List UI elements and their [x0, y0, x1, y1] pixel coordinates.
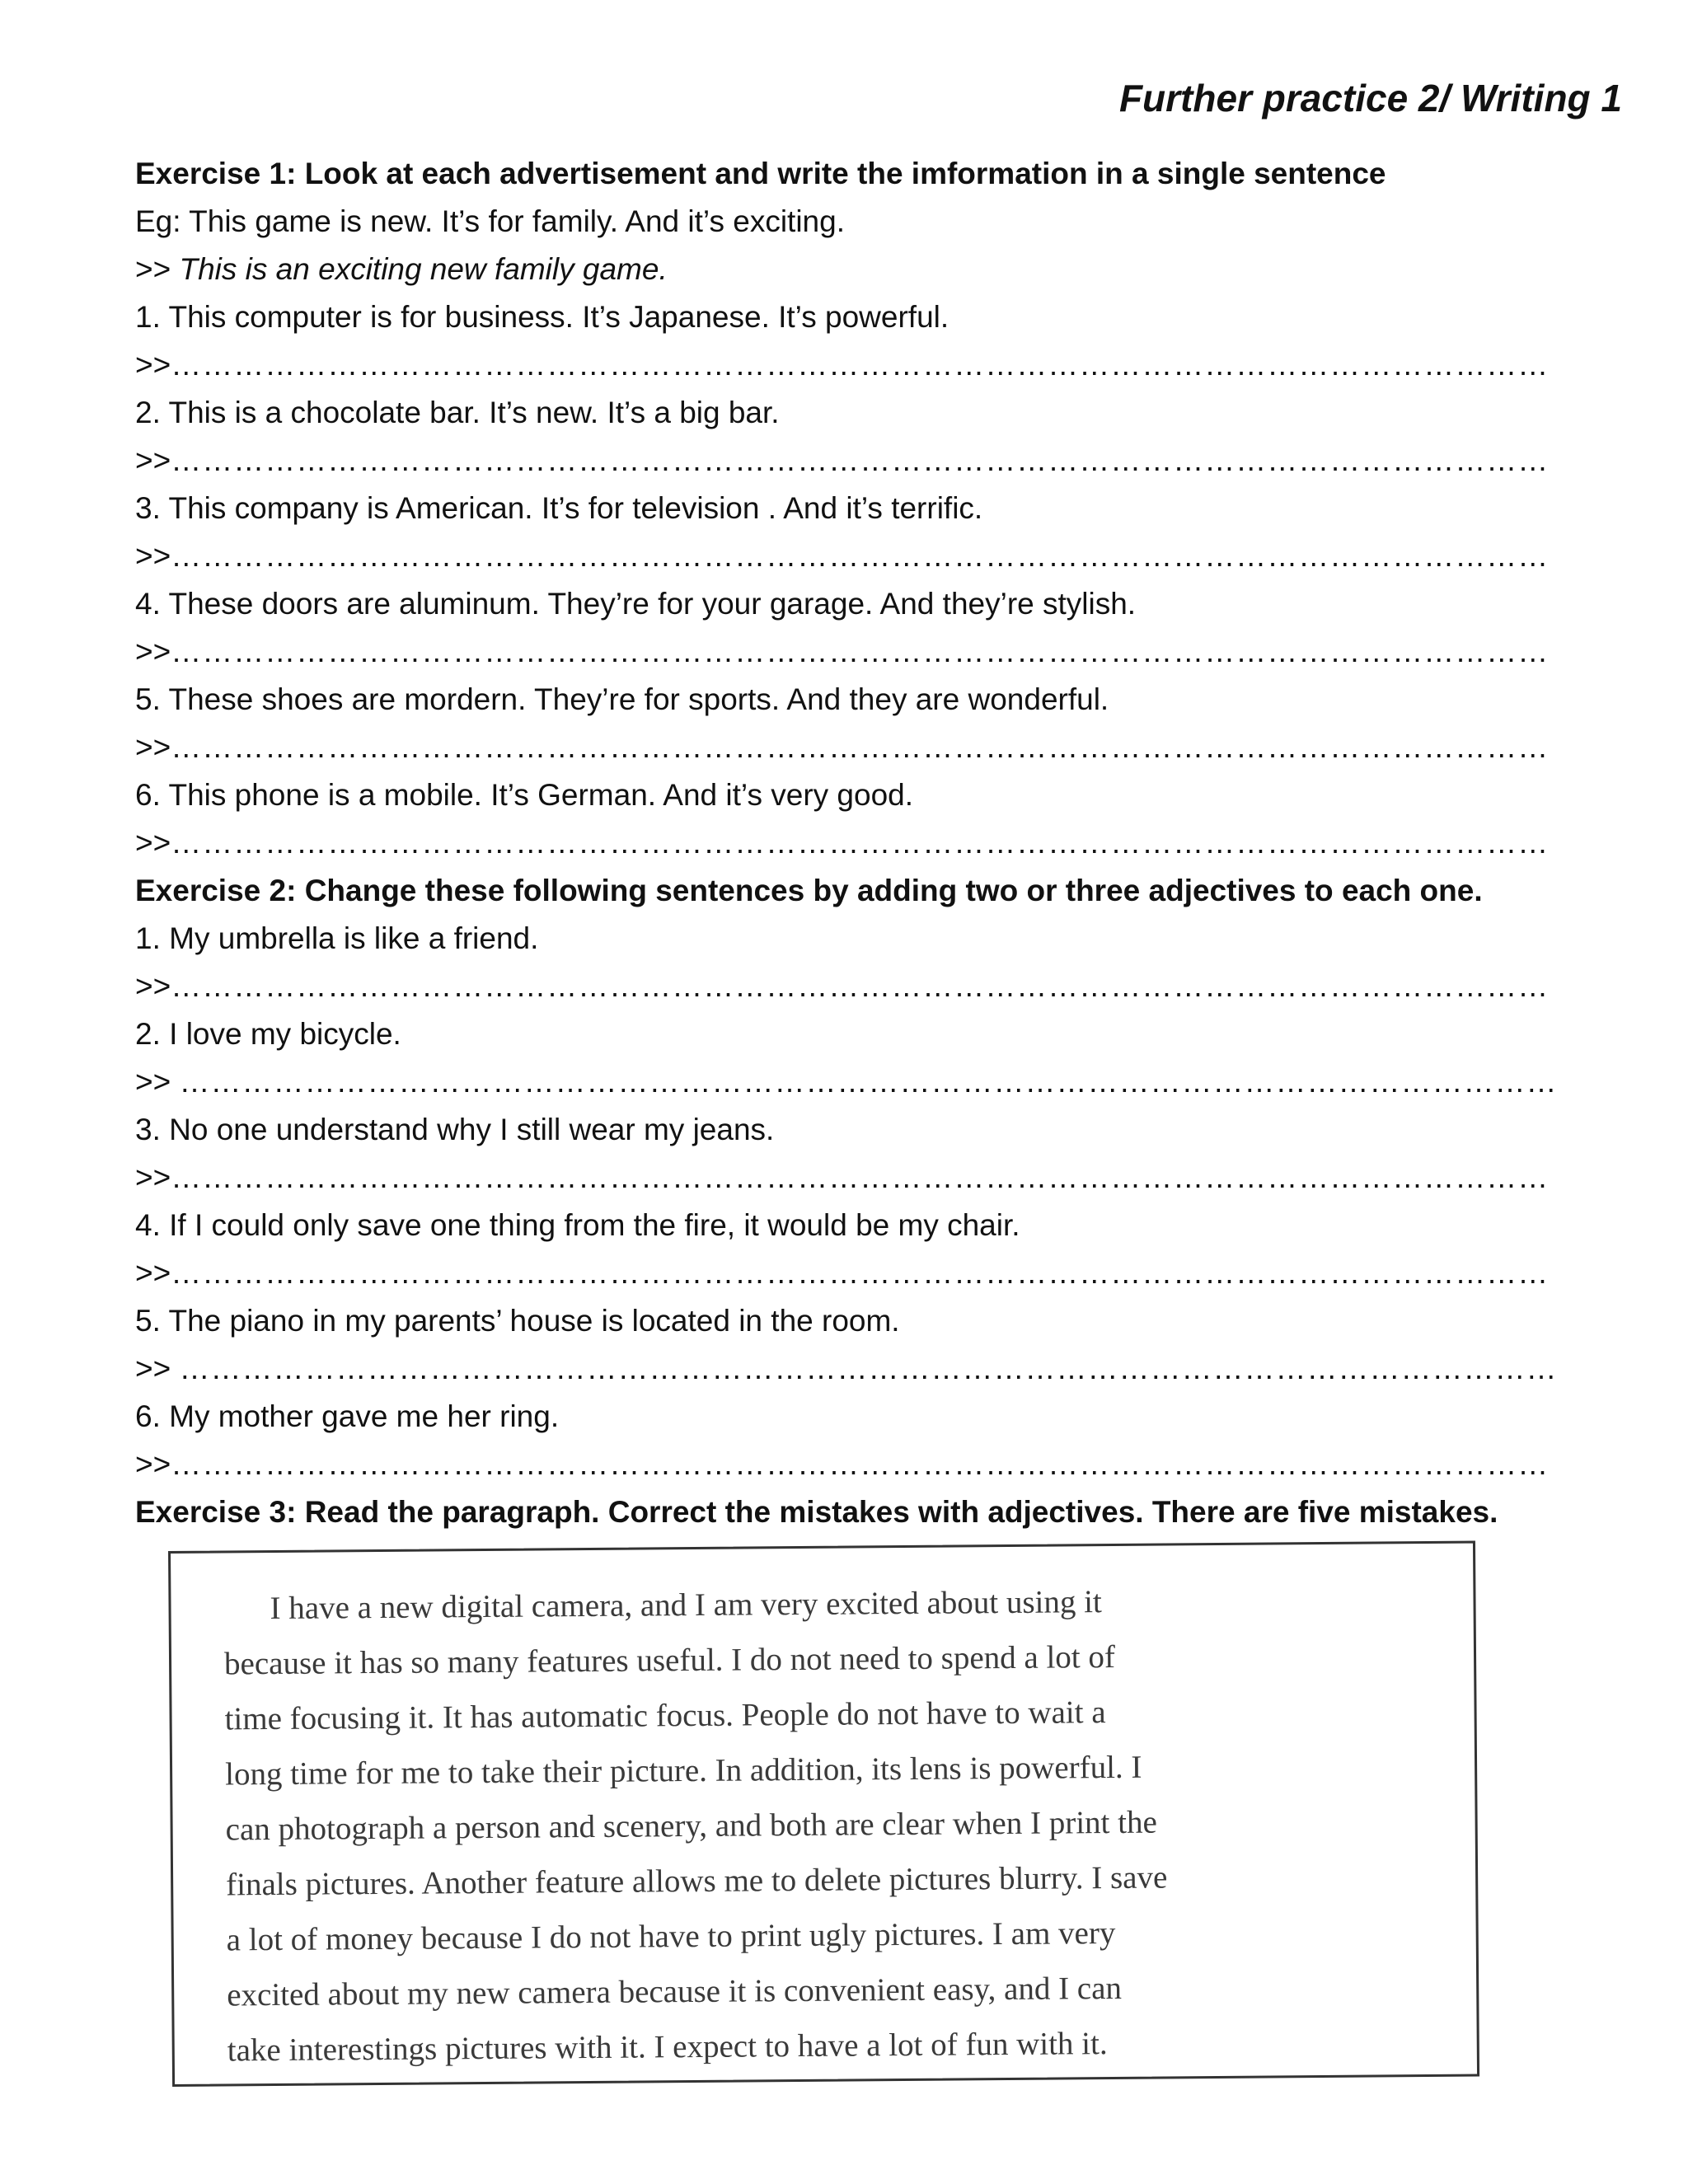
exercise-2-item-5: 5. The piano in my parents’ house is located in the room.	[135, 1304, 900, 1338]
paragraph-line: can photograph a person and scenery, and both are clear when I print the	[225, 1804, 1157, 1848]
answer-dots	[171, 532, 1553, 580]
exercise-1-item-4: 4. These doors are aluminum. They’re for your garage. And they’re stylish.	[135, 587, 1137, 621]
answer-prefix: >>	[135, 348, 171, 382]
exercise-3-paragraph-box	[168, 1541, 1479, 2087]
answer-line[interactable]	[135, 1249, 1553, 1297]
exercise-2-item-3: 3. No one understand why I still wear my jeans.	[135, 1113, 775, 1146]
answer-prefix: >>	[135, 969, 171, 1003]
answer-prefix: >>	[135, 1447, 171, 1481]
exercise-1-item-1: 1. This computer is for business. It’s Japanese. It’s powerful.	[135, 300, 950, 334]
answer-line[interactable]	[135, 532, 1553, 580]
paragraph-line: take interestings pictures with it. I expect to have a lot of fun with it.	[227, 2026, 1108, 2069]
answer-prefix: >>	[135, 730, 171, 764]
exercise-1-item-2: 2. This is a chocolate bar. It’s new. It’s a big bar.	[135, 396, 780, 429]
answer-dots	[171, 1249, 1553, 1297]
answer-line[interactable]	[135, 1058, 1553, 1106]
exercise-1-item-5: 5. These shoes are mordern. They’re for sports. And they are wonderful.	[135, 682, 1109, 716]
paragraph-line: excited about my new camera because it is convenient easy, and I can	[227, 1970, 1123, 2013]
answer-line[interactable]	[135, 724, 1553, 771]
paragraph-line: time focusing it. It has automatic focus. People do not have to wait a	[224, 1694, 1106, 1737]
answer-dots	[171, 341, 1553, 389]
answer-line[interactable]	[135, 628, 1553, 676]
worksheet-content	[135, 150, 1553, 1536]
answer-prefix: >>	[135, 635, 171, 668]
answer-dots	[171, 628, 1553, 676]
exercise-1-item-6: 6. This phone is a mobile. It’s German. And it’s very good.	[135, 778, 914, 812]
answer-dots	[171, 1441, 1553, 1488]
answer-line[interactable]	[135, 1345, 1553, 1393]
answer-prefix: >>	[135, 1256, 171, 1290]
paragraph-line: I have a new digital camera, and I am very excited about using it	[270, 1584, 1102, 1627]
exercise-1-item-3: 3. This company is American. It’s for television . And it’s terrific.	[135, 491, 983, 525]
answer-dots	[171, 819, 1553, 867]
exercise-2-item-4: 4. If I could only save one thing from the fire, it would be my chair.	[135, 1208, 1020, 1242]
exercise-1-example: Eg: This game is new. It’s for family. And it’s exciting.	[135, 204, 845, 238]
answer-line[interactable]	[135, 1441, 1553, 1488]
answer-line[interactable]	[135, 437, 1553, 485]
paragraph-line: long time for me to take their picture. In addition, its lens is powerful. I	[224, 1749, 1142, 1793]
answer-prefix: >>	[135, 1352, 180, 1385]
paragraph-line: finals pictures. Another feature allows me to delete pictures blurry. I save	[226, 1859, 1168, 1903]
answer-line[interactable]	[135, 1154, 1553, 1202]
answer-dots	[171, 437, 1553, 485]
page-title: Further practice 2/ Writing 1	[1118, 77, 1622, 120]
exercise-2-heading: Exercise 2: Change these following sentences by adding two or three adjectives to each one.	[135, 874, 1483, 907]
paragraph-line: a lot of money because I do not have to print ugly pictures. I am very	[226, 1915, 1116, 1958]
answer-prefix: >>	[135, 1065, 180, 1099]
exercise-1-heading: Exercise 1: Look at each advertisement and write the imformation in a single sentence	[135, 157, 1386, 190]
answer-dots	[171, 963, 1553, 1010]
answer-dots	[180, 1345, 1554, 1393]
exercise-1-example-answer	[135, 246, 1553, 293]
answer-prefix: >>	[135, 539, 171, 573]
paragraph-line: because it has so many features useful. I do not need to spend a lot of	[223, 1638, 1116, 1682]
answer-prefix: >>	[135, 1160, 171, 1194]
example-answer-prefix: >>	[135, 252, 180, 286]
example-answer-text: This is an exciting new family game.	[179, 252, 668, 286]
exercise-3-heading: Exercise 3: Read the paragraph. Correct the mistakes with adjectives. There are five mistakes.	[135, 1495, 1498, 1529]
answer-dots	[180, 1058, 1554, 1106]
answer-line[interactable]	[135, 963, 1553, 1010]
answer-dots	[171, 1154, 1553, 1202]
exercise-2-item-2: 2. I love my bicycle.	[135, 1017, 401, 1051]
answer-prefix: >>	[135, 826, 171, 860]
exercise-2-item-6: 6. My mother gave me her ring.	[135, 1399, 560, 1433]
answer-line[interactable]	[135, 341, 1553, 389]
answer-prefix: >>	[135, 443, 171, 477]
answer-line[interactable]	[135, 819, 1553, 867]
exercise-2-item-1: 1. My umbrella is like a friend.	[135, 921, 539, 955]
answer-dots	[171, 724, 1553, 771]
